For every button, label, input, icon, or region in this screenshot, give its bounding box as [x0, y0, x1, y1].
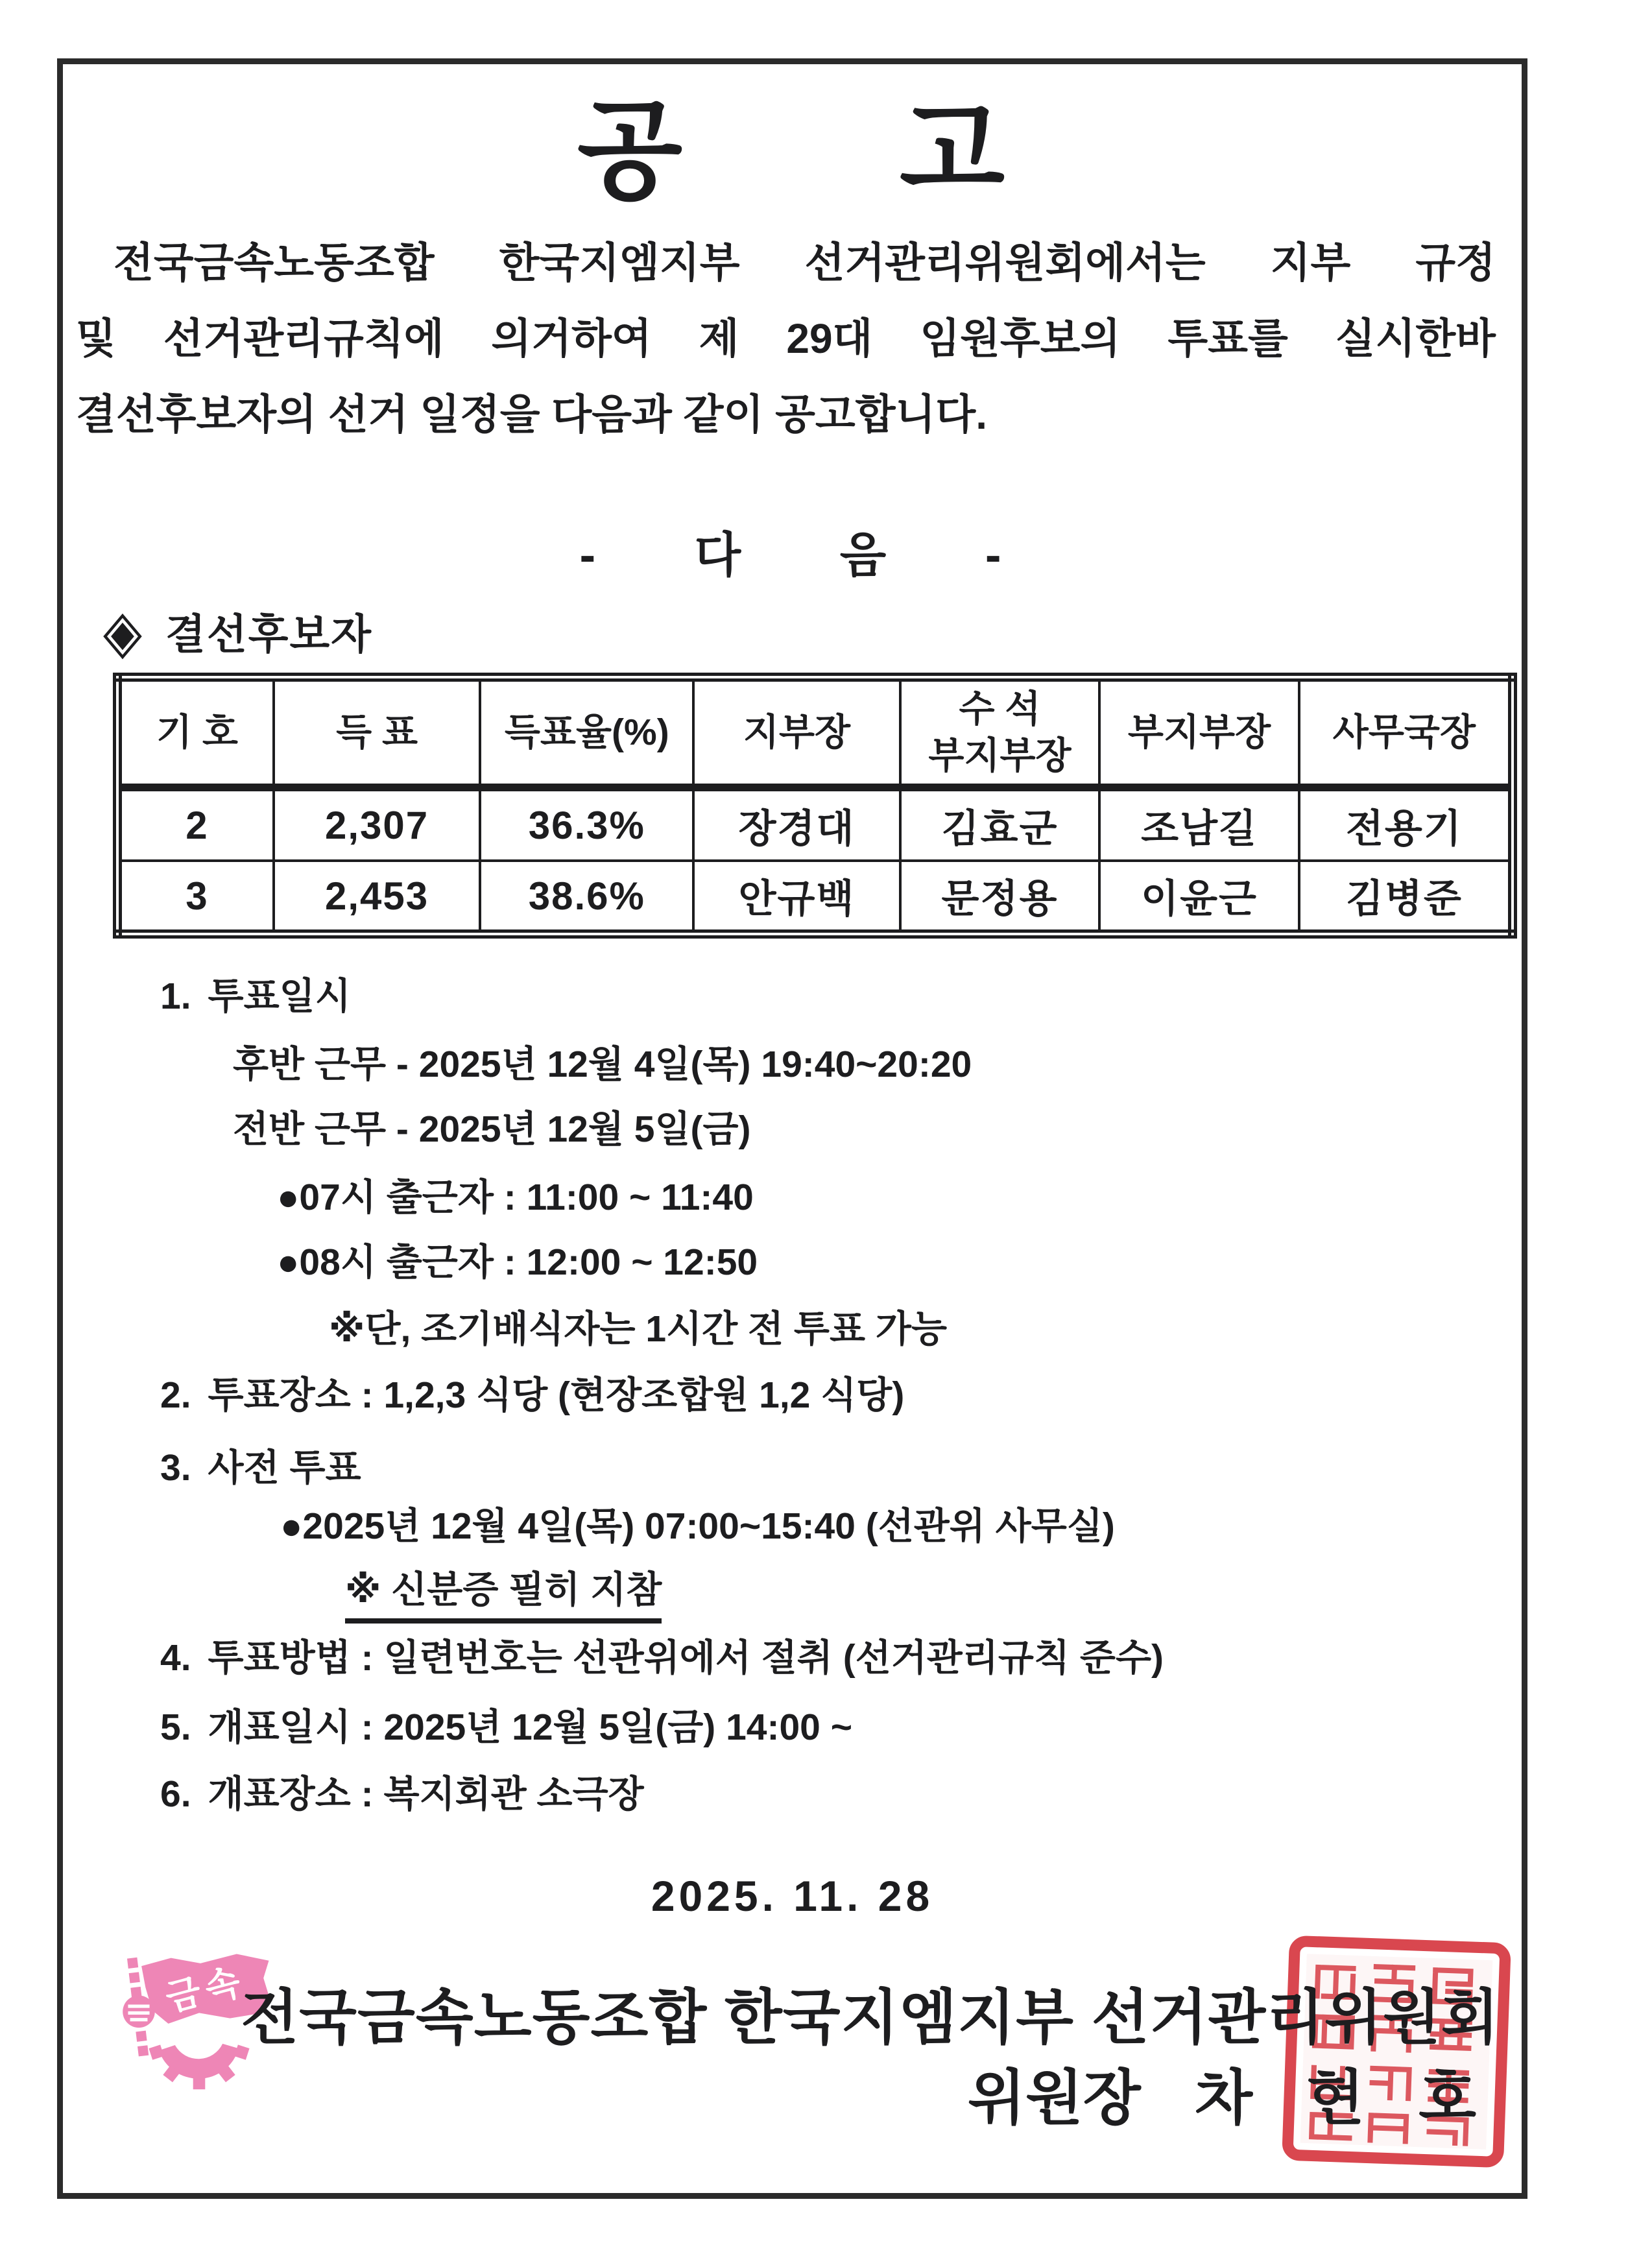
- col-header-vote-share: 득표율(%): [480, 677, 693, 787]
- document-border-frame: [57, 58, 1527, 2199]
- schedule-subitem-early-shift: 전반 근무 - 2025년 12월 5일(금): [233, 1109, 751, 1150]
- col-header-ballot-number: 기 호: [117, 677, 274, 787]
- table-cell: 2: [117, 787, 274, 861]
- intro-line: 결선후보자의 선거 일정을 다음과 같이 공고합니다.: [76, 391, 987, 438]
- runoff-candidates-table: [113, 673, 1517, 939]
- schedule-item-counting-datetime: 5. 개표일시 : 2025년 12월 5일(금) 14:00 ~: [160, 1707, 852, 1748]
- intro-line: 및 선거관리규칙에 의거하여 제 29대 임원후보의 투표를 실시한바: [76, 315, 1496, 362]
- schedule-item-voting-place: 2. 투표장소 : 1,2,3 식당 (현장조합원 1,2 식당): [160, 1374, 905, 1416]
- table-header-row: [117, 677, 1513, 787]
- intro-paragraph: [76, 225, 1496, 453]
- footer-org-name: 전국금속노동조합 한국지엠지부 선거관리위원회: [241, 1985, 1500, 2051]
- table-row-candidate-3: [117, 861, 1513, 934]
- col-header-branch-president: 지부장: [693, 677, 900, 787]
- table-cell: 김효군: [900, 787, 1100, 861]
- schedule-item-voting-datetime: 1. 투표일시: [160, 976, 351, 1017]
- table-cell: 장경대: [693, 787, 900, 861]
- table-cell: 2,307: [274, 787, 480, 861]
- intro-line: 전국금속노동조합 한국지엠지부 선거관리위원회에서는 지부 규정: [114, 239, 1496, 286]
- schedule-item-early-voting: 3. 사전 투표: [160, 1447, 361, 1489]
- table-cell: 안규백: [693, 861, 900, 934]
- schedule-bullet-08-workers: ●08시 출근자 : 12:00 ~ 12:50: [277, 1241, 758, 1283]
- table-cell: 36.3%: [480, 787, 693, 861]
- schedule-bullet-early-voting-time: ●2025년 12월 4일(목) 07:00~15:40 (선관위 사무실): [280, 1505, 1115, 1547]
- table-cell: 김병준: [1299, 861, 1513, 934]
- notice-date: 2025. 11. 28: [651, 1872, 934, 1920]
- schedule-subitem-late-shift: 후반 근무 - 2025년 12월 4일(목) 19:40~20:20: [233, 1044, 972, 1085]
- col-header-senior-vice-president: 수 석 부지부장: [900, 677, 1100, 787]
- table-cell: 전용기: [1299, 787, 1513, 861]
- notice-title: 공 고: [577, 90, 1008, 212]
- schedule-bullet-07-workers: ●07시 출근자 : 11:00 ~ 11:40: [277, 1177, 754, 1218]
- table-cell: 문정용: [900, 861, 1100, 934]
- logo-fist-icon: [123, 1996, 155, 2028]
- daum-heading: - 다 음 -: [579, 528, 1005, 582]
- schedule-item-voting-method: 4. 투표방법 : 일련번호는 선관위에서 절취 (선거관리규칙 준수): [160, 1637, 1164, 1679]
- schedule-note-id-required: ※ 신분증 필히 지참: [63, 1569, 1502, 1624]
- table-cell: 2,453: [274, 861, 480, 934]
- col-header-secretary-general: 사무국장: [1299, 677, 1513, 787]
- section-title: 결선후보자: [165, 611, 373, 658]
- schedule-note-early-meal: ※단, 조기배식자는 1시간 전 투표 가능: [329, 1308, 947, 1350]
- table-cell: 조남길: [1099, 787, 1299, 861]
- table-cell: 38.6%: [480, 861, 693, 934]
- table-cell: 3: [117, 861, 274, 934]
- diamond-bullet-icon: ◈: [103, 597, 143, 665]
- table-cell: 이윤근: [1099, 861, 1299, 934]
- logo-label: 금속: [162, 1959, 250, 2019]
- footer-chairman-signature: 위원장 차 현 호: [968, 2065, 1476, 2131]
- table-row-candidate-2: [117, 787, 1513, 861]
- section-header: [103, 597, 373, 665]
- col-header-vice-president: 부지부장: [1099, 677, 1299, 787]
- schedule-item-counting-place: 6. 개표장소 : 복지회관 소극장: [160, 1773, 644, 1815]
- col-header-votes: 득 표: [274, 677, 480, 787]
